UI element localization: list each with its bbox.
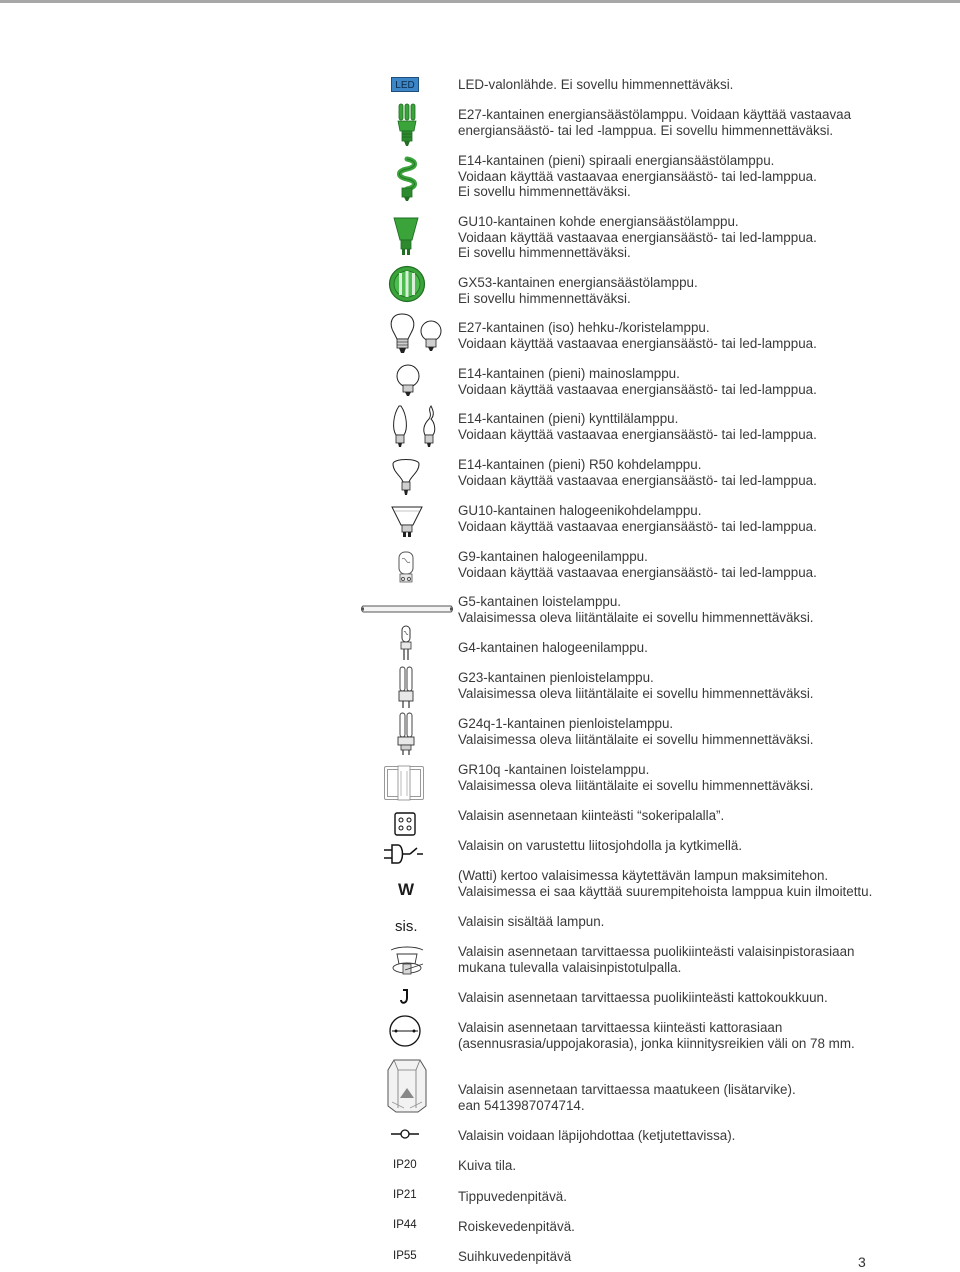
lamp-included-symbol: sis. (395, 918, 418, 935)
e27-incandescent-icon (389, 313, 445, 357)
g5-tube-icon (361, 604, 453, 614)
e14-candle-icon (389, 405, 441, 449)
ground-spike-icon (382, 1058, 432, 1114)
entry-g23: G23-kantainen pienloistelamppu. Valaisimessa oleva liitäntälaite ei sovellu himmennettäväksi. (458, 670, 814, 701)
entry-ip20: Kuiva tila. (458, 1158, 517, 1173)
through-wiring-icon (390, 1128, 420, 1140)
entry-e14-spiral: E14-kantainen (pieni) spiraali energiansäästölamppu. Voidaan käyttää vastaavaa energiansäästö- tai led-lamppua. Ei sovellu himmennettäväksi. (458, 153, 817, 200)
gu10-cfl-icon (393, 216, 419, 256)
entry-g4: G4-kantainen halogeenilamppu. (458, 640, 648, 655)
entry-plug-socket: Valaisin asennetaan tarvittaessa puolikiinteästi valaisinpistorasiaan mukana tulevalla valaisinpistotulpalla. (458, 944, 855, 975)
entry-gr10q: GR10q -kantainen loistelamppu. Valaisimessa oleva liitäntälaite ei sovellu himmennettäväksi. (458, 762, 814, 793)
e14-globe-icon (393, 364, 423, 398)
led-badge: LED (391, 77, 419, 92)
top-rule (0, 0, 960, 3)
g23-icon (397, 666, 415, 710)
entry-gu10-cfl: GU10-kantainen kohde energiansäästölamppu. Voidaan käyttää vastaavaa energiansäästö- tai led-lamppua. Ei sovellu himmennettäväksi. (458, 214, 817, 261)
ceiling-box-icon (388, 1014, 422, 1048)
g9-icon (397, 551, 415, 585)
ip55-symbol: IP55 (393, 1250, 417, 1262)
entry-through-wiring: Valaisin voidaan läpijohdottaa (ketjutettavissa). (458, 1128, 736, 1143)
entry-g24q: G24q-1-kantainen pienloistelamppu. Valaisimessa oleva liitäntälaite ei sovellu himmennettäväksi. (458, 716, 814, 747)
e14-r50-icon (391, 456, 421, 498)
entry-ground-spike: Valaisin asennetaan tarvittaessa maatukeen (lisätarvike). ean 5413987074714. (458, 1082, 796, 1113)
ip20-symbol: IP20 (393, 1159, 417, 1171)
entry-g5: G5-kantainen loistelamppu. Valaisimessa oleva liitäntälaite ei sovellu himmennettäväksi. (458, 594, 814, 625)
plug-socket-icon (389, 944, 425, 976)
entry-ceiling-box: Valaisin asennetaan tarvittaessa kiinteästi kattorasiaan (asennusrasia/uppojakorasia), jonka kiinnitysreikien väli on 78 mm. (458, 1020, 855, 1051)
entry-watt: (Watti) kertoo valaisimessa käytettävän lampun maksimitehon. Valaisimessa ei saa käyttää suurempitehoista lamppua kuin ilmoitettu. (458, 868, 873, 899)
entry-ip44: Roiskevedenpitävä. (458, 1219, 575, 1234)
gr10q-icon (380, 762, 428, 804)
entry-ip55: Suihkuvedenpitävä (458, 1249, 572, 1264)
page-number: 3 (858, 1254, 866, 1270)
e14-spiral-icon (395, 158, 419, 202)
e27-cfl-icon (396, 103, 418, 147)
g4-icon (398, 625, 414, 661)
entry-e14-candle: E14-kantainen (pieni) kynttilälamppu. Voidaan käyttää vastaavaa energiansäästö- tai led-lamppua. (458, 411, 817, 442)
entry-ceiling-hook: Valaisin asennetaan tarvittaessa puolikiinteästi kattokoukkuun. (458, 990, 828, 1005)
entry-ip21: Tippuvedenpitävä. (458, 1189, 567, 1204)
entry-led: LED-valonlähde. Ei sovellu himmennettäväksi. (458, 77, 734, 92)
ceiling-hook-icon (399, 988, 413, 1006)
ip44-symbol: IP44 (393, 1219, 417, 1231)
entry-e14-globe: E14-kantainen (pieni) mainoslamppu. Voidaan käyttää vastaavaa energiansäästö- tai led-lamppua. (458, 366, 817, 397)
entry-gx53: GX53-kantainen energiansäästölamppu. Ei sovellu himmennettäväksi. (458, 275, 698, 306)
entry-g9: G9-kantainen halogeenilamppu. Voidaan käyttää vastaavaa energiansäästö- tai led-lamppua. (458, 549, 817, 580)
entry-e27-cfl: E27-kantainen energiansäästölamppu. Voidaan käyttää vastaavaa energiansäästö- tai led -lamppua. Ei sovellu himmennettäväksi. (458, 107, 852, 138)
entry-lamp-included: Valaisin sisältää lampun. (458, 914, 605, 929)
entry-gu10-halogen: GU10-kantainen halogeenikohdelamppu. Voidaan käyttää vastaavaa energiansäästö- tai led-lamppua. (458, 503, 817, 534)
gu10-halogen-icon (391, 505, 423, 539)
g24q-icon (397, 712, 415, 756)
entry-e27-incandescent: E27-kantainen (iso) hehku-/koristelamppu. Voidaan käyttää vastaavaa energiansäästö- tai led-lamppua. (458, 320, 817, 351)
plug-switch-icon (384, 843, 424, 865)
watt-symbol: W (398, 880, 415, 899)
ip21-symbol: IP21 (393, 1189, 417, 1201)
entry-cord-switch: Valaisin on varustettu liitosjohdolla ja kytkimellä. (458, 838, 743, 853)
entry-terminal-block: Valaisin asennetaan kiinteästi “sokeripalalla”. (458, 808, 725, 823)
gx53-icon (388, 265, 426, 303)
entry-e14-r50: E14-kantainen (pieni) R50 kohdelamppu. Voidaan käyttää vastaavaa energiansäästö- tai led-lamppua. (458, 457, 817, 488)
terminal-block-icon (394, 812, 416, 836)
